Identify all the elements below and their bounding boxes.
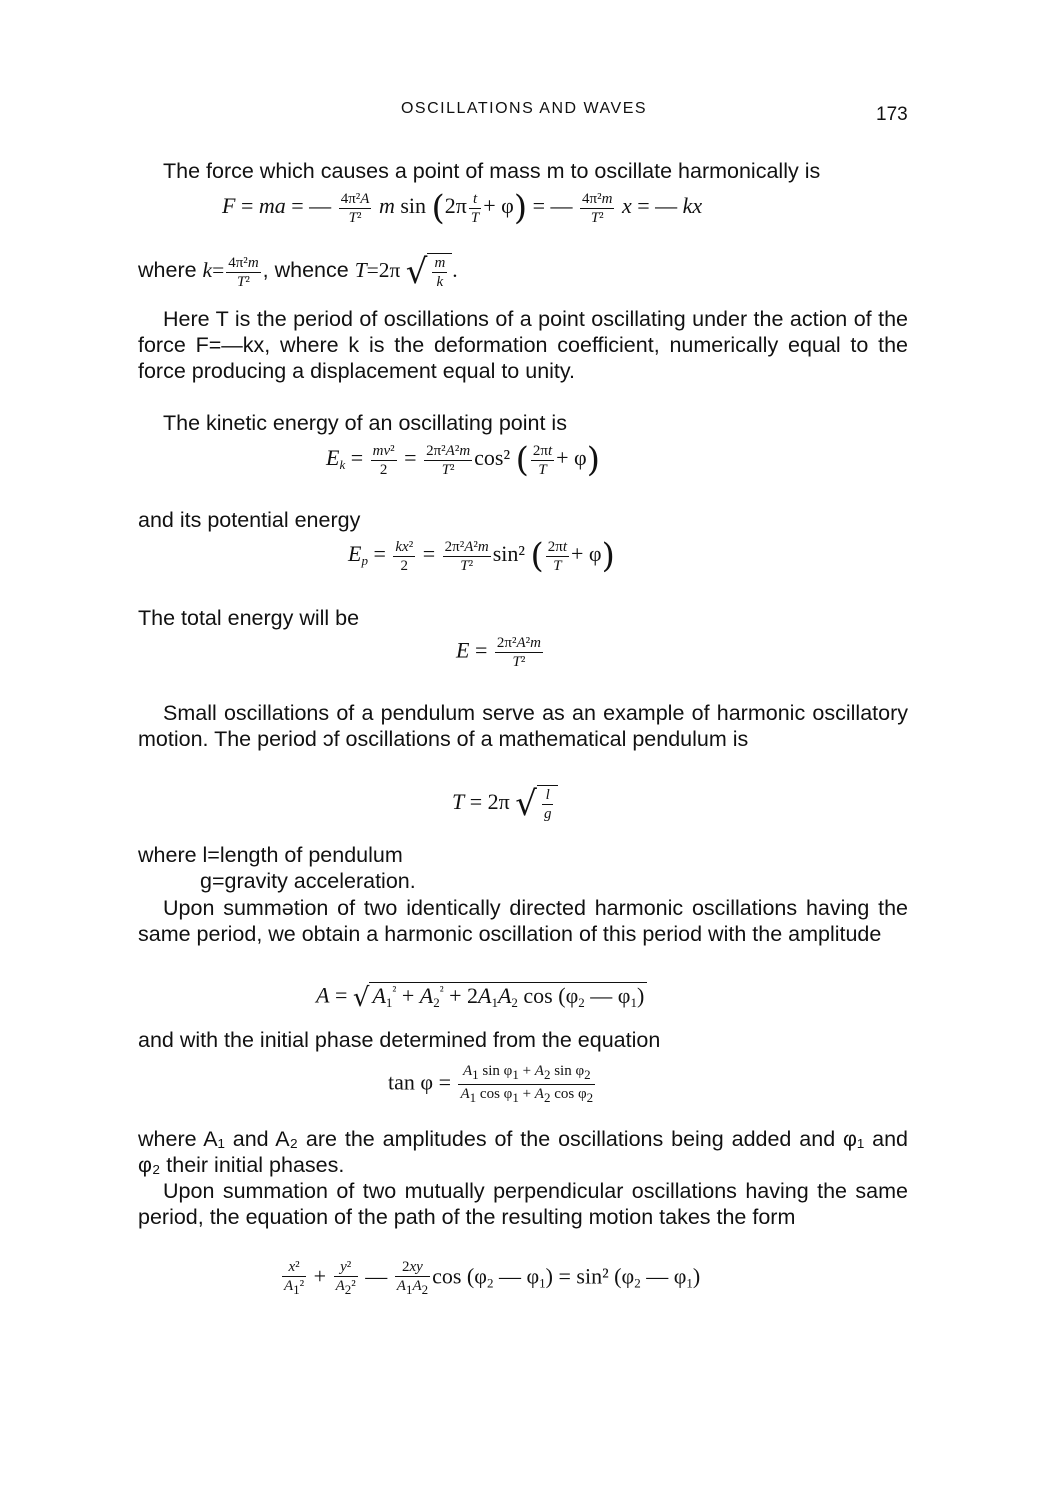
page-number: 173	[876, 104, 908, 125]
equation-pendulum-period: T = 2π √ $\frac{l}{g}$	[452, 784, 558, 824]
equation-force: F = ma = — $\frac{\text{4π²A}}{\text{T²}}$ m sin (2π $\frac{t}{T}$ + φ) = — $\frac{\text{4π²m}}{\text{T²}}$ x = — kx	[222, 188, 703, 228]
equation-total-energy: E = $\frac{\text{2π²A²m}}{\text{T²}}$	[456, 635, 541, 670]
paragraph-total-intro: The total energy will be	[138, 606, 360, 630]
paragraph-force-intro: The force which causes a point of mass m to oscillate harmonically is	[163, 159, 821, 183]
paragraph-initial-phase: and with the initial phase determined from the equation	[138, 1028, 661, 1052]
running-header: OSCILLATIONS AND WAVES	[400, 100, 648, 117]
equation-k-definition: where k= $\frac{\text{4π²m}}{\text{T²}}$ , whence T=2π √ $\frac{m}{k}$ .	[138, 252, 458, 292]
paragraph-pendulum: Small oscillations of a pendulum serve as an example of harmonic oscillatory motion. The period ɔf oscillations of a mathematical pendulum is	[138, 701, 908, 751]
paragraph-kinetic-intro: The kinetic energy of an oscillating point is	[163, 411, 567, 435]
paragraph-period-definition: Here T is the period of oscillations of a point oscillating under the action of the force F=—kx, where k is the deformation coefficient, numerically equal to the force producing a displacement equal to unity.	[138, 307, 908, 383]
whence-label: , whence	[262, 257, 349, 282]
definition-gravity: g=gravity acceleration.	[200, 869, 416, 893]
definition-length: where l=length of pendulum	[138, 843, 403, 867]
equation-potential-energy: $E_p$ = $\frac{\text{kx²}}{2}$ = $\frac{\text{2π²A²m}}{\text{T²}}$ sin² ( $\frac{2\pi t}{T}$ + φ)	[348, 536, 615, 576]
paragraph-summation-perpendicular: Upon summation of two mutually perpendicular oscillations having the same period, the equation of the path of the resulting motion takes the form	[138, 1179, 908, 1229]
equation-tan-phi: tan φ = $\frac{\text{A1 sin φ1 + A2 sin φ2}}{\text{A1 cos φ1 + A2 cos φ2}}$	[388, 1063, 594, 1105]
equation-kinetic-energy: $E_k$ = $\frac{\text{mv²}}{2}$ = $\frac{\text{2π²A²m}}{\text{T²}}$ cos² ( $\frac{2\pi t}{T}$ + φ)	[326, 440, 600, 480]
equation-path: $\frac{\text{x²}}{\text{A1²}}$ + $\frac{\text{y²}}{\text{A2²}}$ — $\frac{2xy}{A1A2}$ $\cos (\varphi_2$ — $\varphi_1) = \sin^2$ ($\varphi_2$ — $\varphi_1$)	[284, 1259, 701, 1297]
paragraph-amplitude-definition: where A₁ and A₂ are the amplitudes of the oscillations being added and φ₁ and φ₂ their initial phases.	[138, 1127, 908, 1177]
paragraph-potential-intro: and its potential energy	[138, 508, 361, 532]
equation-amplitude: A = √ $A_1^{^2} + A_2^{^2} + 2A_1A_2$ $\cos (\varphi_2$ — $\varphi_1$)	[316, 982, 647, 1013]
where-label: where	[138, 257, 197, 282]
paragraph-summation-parallel: Upon summətion of two identically directed harmonic oscillations having the same period, we obtain a harmonic oscillation of this period with the amplitude	[138, 896, 908, 946]
